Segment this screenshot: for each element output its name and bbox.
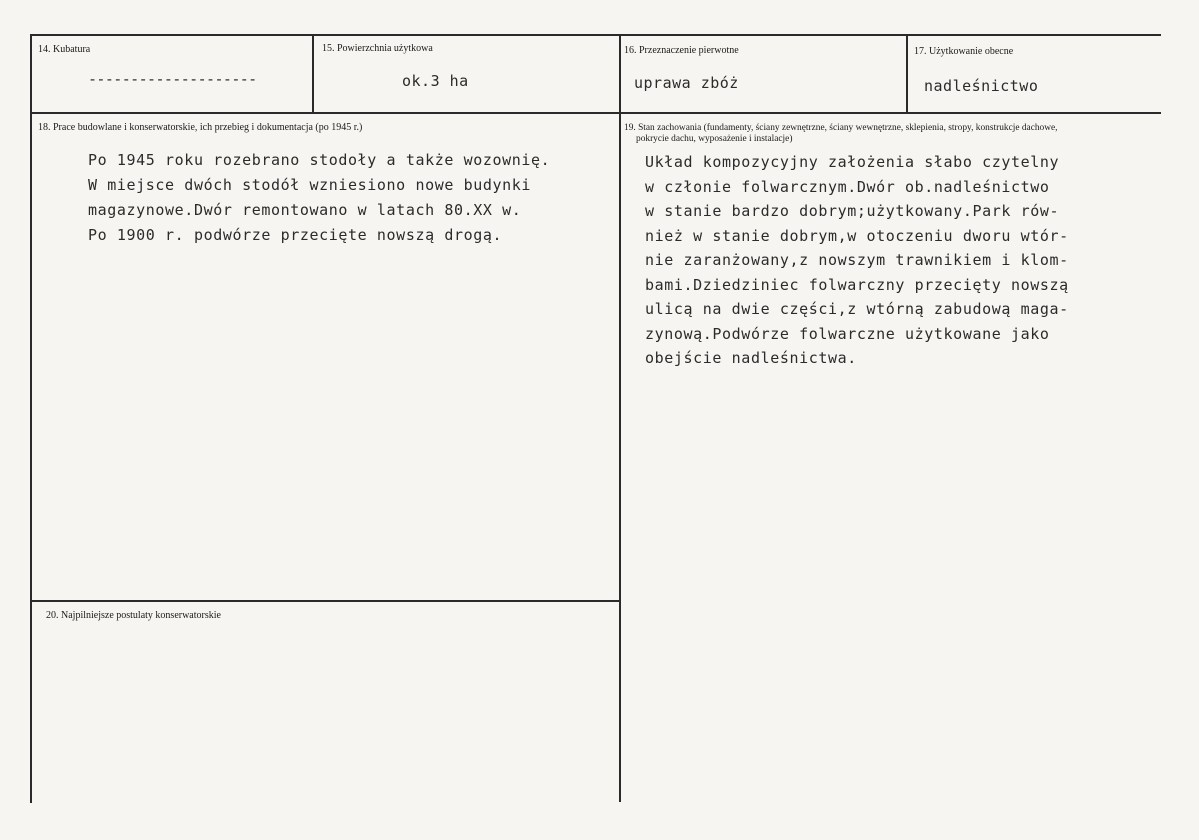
section20-top-rule xyxy=(30,600,621,602)
field-18-line: Po 1945 roku rozebrano stodoły a także wozownię. xyxy=(88,151,551,169)
field-15-label: 15. Powierzchnia użytkowa xyxy=(322,43,433,54)
field-14-label: 14. Kubatura xyxy=(38,44,91,55)
divider-16-17 xyxy=(906,34,908,114)
field-18-text xyxy=(88,148,550,248)
field-19-label-line1: 19. Stan zachowania (fundamenty, ściany zewnętrzne, ściany wewnętrzne, sklepienia, stropy, konstrukcje dachowe, xyxy=(624,123,1058,133)
field-19-line: ulicą na dwie części,z wtórną zabudową maga- xyxy=(645,300,1069,318)
field-19-line: w stanie bardzo dobrym;użytkowany.Park rów- xyxy=(645,202,1060,220)
field-18-line: magazynowe.Dwór remontowano w latach 80.XX w. xyxy=(88,201,522,219)
field-18-line: Po 1900 r. podwórze przecięte nowszą drogą. xyxy=(88,226,503,244)
field-14-value: -------------------- xyxy=(88,70,257,88)
field-19-line: obejście nadleśnictwa. xyxy=(645,349,857,367)
divider-14-15 xyxy=(312,34,314,114)
field-18-label: 18. Prace budowlane i konserwatorskie, ich przebieg i dokumentacja (po 1945 r.) xyxy=(38,122,363,133)
left-border-rule xyxy=(30,34,32,803)
field-17-label: 17. Użytkowanie obecne xyxy=(914,46,1014,57)
row1-bottom-rule xyxy=(30,112,1161,114)
center-divider xyxy=(619,34,621,802)
field-16-value: uprawa zbóż xyxy=(634,74,739,92)
field-15-value: ok.3 ha xyxy=(402,72,469,90)
field-18-line: W miejsce dwóch stodół wzniesiono nowe budynki xyxy=(88,176,532,194)
field-19-line: bami.Dziedziniec folwarczny przecięty nowszą xyxy=(645,275,1069,294)
field-16-label: 16. Przeznaczenie pierwotne xyxy=(624,45,739,56)
field-19-line: zynową.Podwórze folwarczne użytkowane jako xyxy=(645,324,1050,343)
field-19-line: nież w stanie dobrym,w otoczeniu dworu wtór- xyxy=(645,226,1069,245)
field-17-value: nadleśnictwo xyxy=(924,77,1039,95)
field-19-label-line2: pokrycie dachu, wyposażenie i instalacje) xyxy=(636,134,793,144)
field-19-text xyxy=(645,150,1069,371)
top-rule xyxy=(30,34,1161,36)
field-19-line: Układ kompozycyjny założenia słabo czytelny xyxy=(645,153,1060,171)
field-19-line: nie zaranżowany,z nowszym trawnikiem i klom- xyxy=(645,251,1069,269)
field-19-line: w członie folwarcznym.Dwór ob.nadleśnictwo xyxy=(645,177,1050,196)
field-20-label: 20. Najpilniejsze postulaty konserwatorskie xyxy=(46,610,221,621)
